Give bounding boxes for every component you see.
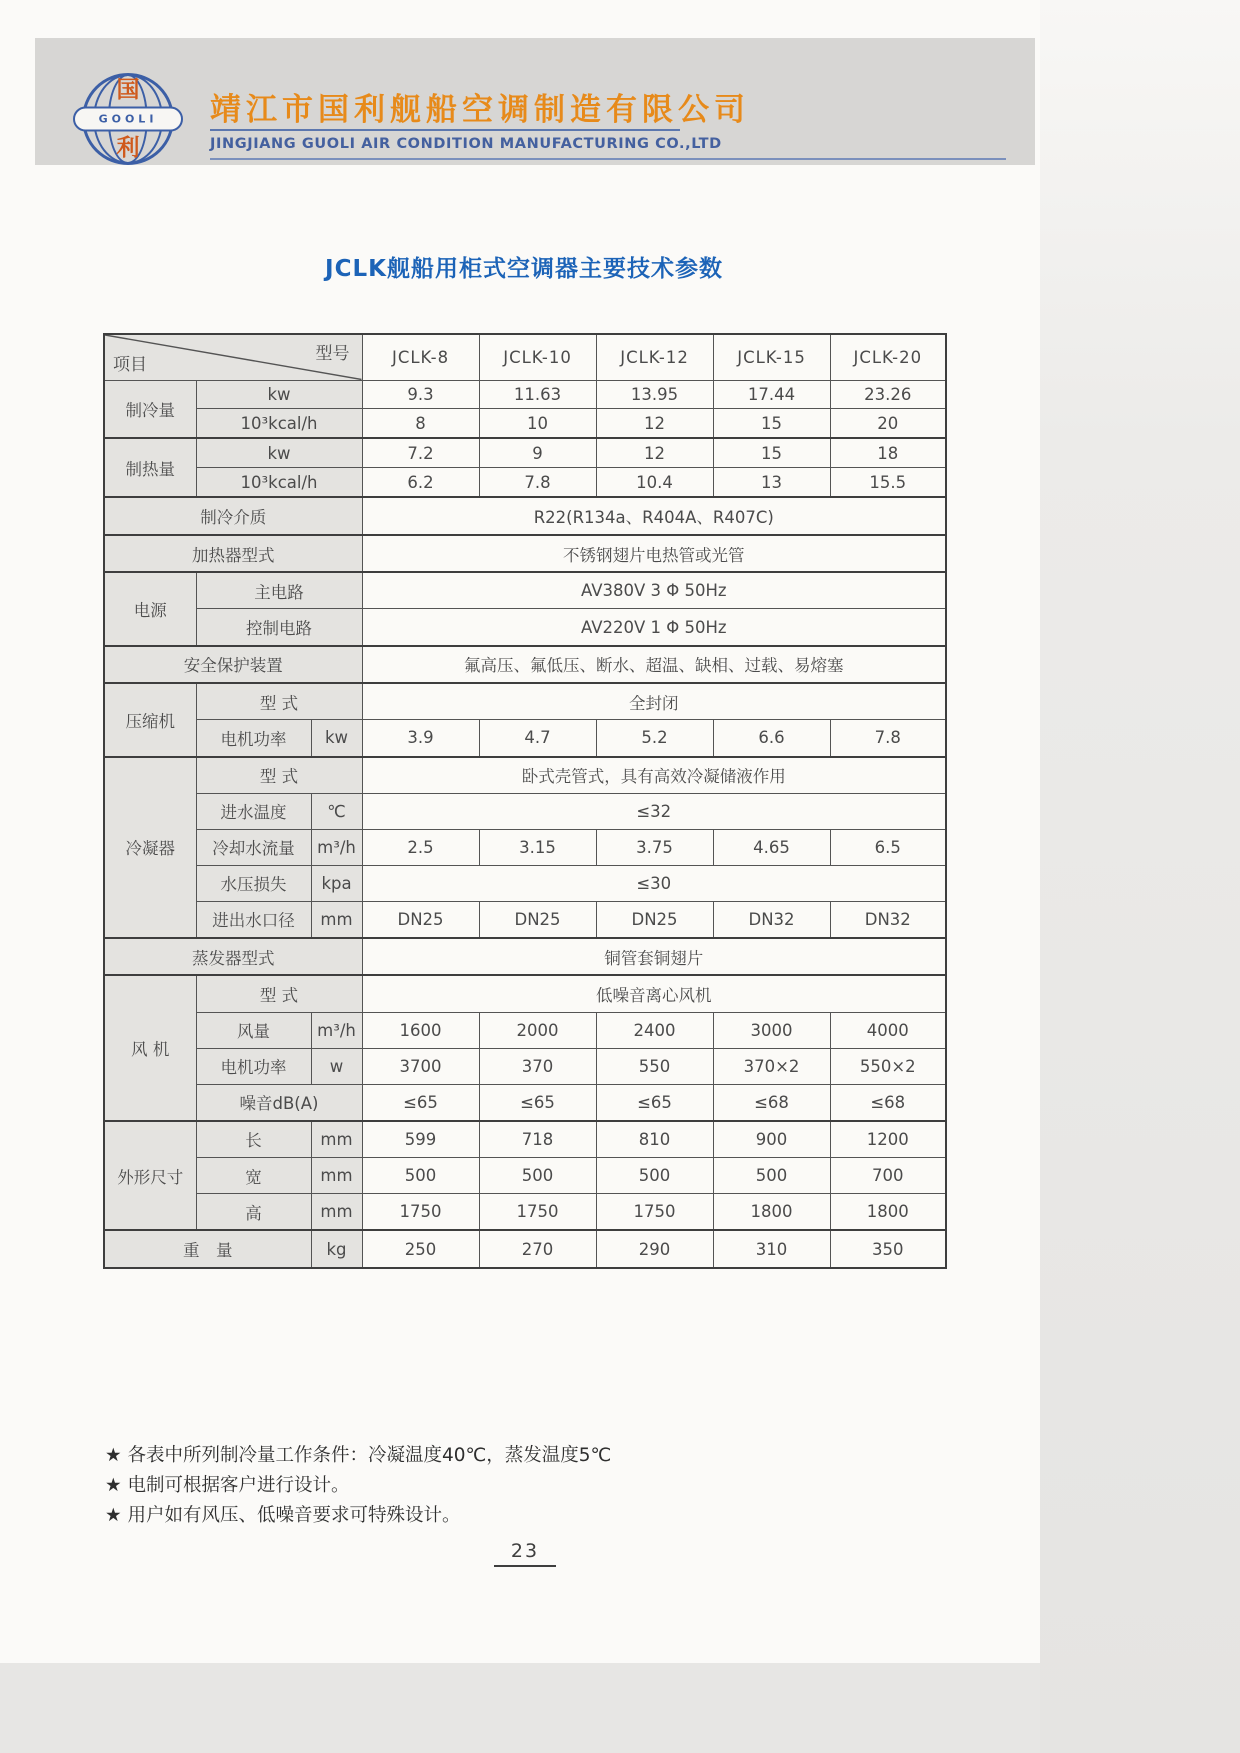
spec-label-cell: 电源 [104, 572, 196, 645]
spec-value-cell: 4.7 [479, 720, 596, 757]
spec-value-cell: 810 [596, 1121, 713, 1158]
spec-value-cell: 2400 [596, 1012, 713, 1048]
corner-item-label: 项目 [113, 354, 147, 375]
spec-label-cell: kw [196, 438, 362, 468]
spec-value-cell: 不锈钢翅片电热管或光管 [362, 535, 946, 572]
spec-label-cell: 电机功率 [196, 1048, 311, 1084]
spec-label-cell: ℃ [311, 793, 362, 829]
table-row [104, 497, 946, 534]
spec-label-cell: 冷却水流量 [196, 829, 311, 865]
table-row [104, 757, 946, 794]
spec-label-cell: 型 式 [196, 757, 362, 794]
table-row [104, 409, 946, 439]
table-row [104, 938, 946, 975]
company-logo [82, 73, 174, 165]
spec-label-cell: 制冷量 [104, 380, 196, 438]
spec-value-cell: 2.5 [362, 829, 479, 865]
table-row [104, 793, 946, 829]
spec-value-cell: 370 [479, 1048, 596, 1084]
spec-value-cell: 15 [713, 409, 830, 439]
model-header: JCLK-15 [713, 334, 830, 380]
spec-value-cell: 5.2 [596, 720, 713, 757]
spec-value-cell: DN25 [596, 901, 713, 938]
table-row [104, 646, 946, 683]
spec-label-cell: 型 式 [196, 683, 362, 720]
spec-value-cell: 3000 [713, 1012, 830, 1048]
spec-label-cell: 10³kcal/h [196, 409, 362, 439]
note-line: ★ 电制可根据客户进行设计。 [105, 1475, 350, 1496]
spec-label-cell: 冷凝器 [104, 757, 196, 938]
spec-value-cell: 8 [362, 409, 479, 439]
table-row [104, 683, 946, 720]
spec-value-cell: 500 [479, 1158, 596, 1194]
table-row [104, 438, 946, 468]
spec-value-cell: 250 [362, 1230, 479, 1268]
note-line: ★ 用户如有风压、低噪音要求可特殊设计。 [105, 1505, 461, 1526]
spec-label-cell: kg [311, 1230, 362, 1268]
scan-right-margin [1040, 0, 1240, 1753]
spec-label-cell: mm [311, 901, 362, 938]
spec-value-cell: 12 [596, 409, 713, 439]
spec-value-cell: 6.2 [362, 468, 479, 498]
spec-value-cell: 6.6 [713, 720, 830, 757]
spec-value-cell: 15 [713, 438, 830, 468]
spec-value-cell: 1750 [479, 1194, 596, 1231]
spec-value-cell: 270 [479, 1230, 596, 1268]
spec-value-cell: AV380V 3 Φ 50Hz [362, 572, 946, 609]
table-row [104, 468, 946, 498]
footnotes [105, 1441, 945, 1531]
spec-value-cell: ≤65 [479, 1084, 596, 1121]
spec-label-cell: 水压损失 [196, 865, 311, 901]
spec-label-cell: 制冷介质 [104, 497, 362, 534]
spec-value-cell: 9 [479, 438, 596, 468]
spec-value-cell: 550 [596, 1048, 713, 1084]
spec-value-cell: 7.8 [830, 720, 946, 757]
spec-value-cell: 全封闭 [362, 683, 946, 720]
spec-value-cell: ≤65 [362, 1084, 479, 1121]
spec-value-cell: 350 [830, 1230, 946, 1268]
table-row [104, 975, 946, 1012]
table-row [104, 1012, 946, 1048]
spec-label-cell: m³/h [311, 829, 362, 865]
table-row [104, 1230, 946, 1268]
spec-label-cell: 高 [196, 1194, 311, 1231]
spec-label-cell: w [311, 1048, 362, 1084]
spec-label-cell: 型 式 [196, 975, 362, 1012]
table-row [104, 609, 946, 646]
header-rule-top [210, 129, 680, 131]
table-header-row [104, 334, 946, 380]
spec-label-cell: 长 [196, 1121, 311, 1158]
spec-value-cell: 500 [713, 1158, 830, 1194]
spec-value-cell: 3.75 [596, 829, 713, 865]
spec-label-cell: m³/h [311, 1012, 362, 1048]
model-header: JCLK-10 [479, 334, 596, 380]
spec-label-cell: 宽 [196, 1158, 311, 1194]
spec-value-cell: DN25 [479, 901, 596, 938]
page-number: 23 [494, 1540, 556, 1567]
spec-label-cell: 噪音dB(A) [196, 1084, 362, 1121]
model-header: JCLK-8 [362, 334, 479, 380]
spec-value-cell: 20 [830, 409, 946, 439]
table-row [104, 1121, 946, 1158]
spec-value-cell: 1750 [596, 1194, 713, 1231]
spec-value-cell: 10.4 [596, 468, 713, 498]
spec-label-cell: 主电路 [196, 572, 362, 609]
spec-value-cell: 13 [713, 468, 830, 498]
spec-value-cell: ≤30 [362, 865, 946, 901]
spec-table-body [104, 380, 946, 1268]
spec-value-cell: 1750 [362, 1194, 479, 1231]
spec-value-cell: 低噪音离心风机 [362, 975, 946, 1012]
spec-value-cell: 12 [596, 438, 713, 468]
logo-char-bottom: 利 [116, 135, 140, 161]
spec-value-cell: 500 [362, 1158, 479, 1194]
spec-value-cell: 13.95 [596, 380, 713, 409]
spec-label-cell: 10³kcal/h [196, 468, 362, 498]
spec-table [103, 333, 947, 1269]
logo-char-top: 国 [116, 77, 140, 103]
note-line: ★ 各表中所列制冷量工作条件：冷凝温度40℃，蒸发温度5℃ [105, 1445, 612, 1466]
spec-value-cell: 370×2 [713, 1048, 830, 1084]
spec-value-cell: ≤32 [362, 793, 946, 829]
spec-value-cell: 4000 [830, 1012, 946, 1048]
company-name-en: JINGJIANG GUOLI AIR CONDITION MANUFACTURING CO.,LTD [210, 136, 722, 152]
spec-value-cell: 700 [830, 1158, 946, 1194]
spec-label-cell: 外形尺寸 [104, 1121, 196, 1230]
spec-value-cell: 1200 [830, 1121, 946, 1158]
spec-value-cell: 290 [596, 1230, 713, 1268]
spec-value-cell: 2000 [479, 1012, 596, 1048]
spec-value-cell: 718 [479, 1121, 596, 1158]
spec-label-cell: mm [311, 1194, 362, 1231]
table-row [104, 1084, 946, 1121]
table-row [104, 1048, 946, 1084]
model-header: JCLK-20 [830, 334, 946, 380]
table-row [104, 572, 946, 609]
company-name-cn: 靖江市国利舰船空调制造有限公司 [210, 92, 750, 128]
spec-value-cell: R22(R134a、R404A、R407C) [362, 497, 946, 534]
spec-value-cell: ≤68 [830, 1084, 946, 1121]
spec-value-cell: ≤68 [713, 1084, 830, 1121]
spec-label-cell: 进出水口径 [196, 901, 311, 938]
spec-value-cell: ≤65 [596, 1084, 713, 1121]
spec-label-cell: 风量 [196, 1012, 311, 1048]
spec-label-cell: 控制电路 [196, 609, 362, 646]
table-row [104, 1194, 946, 1231]
spec-value-cell: DN25 [362, 901, 479, 938]
spec-value-cell: 1800 [830, 1194, 946, 1231]
spec-value-cell: 4.65 [713, 829, 830, 865]
spec-value-cell: 23.26 [830, 380, 946, 409]
spec-value-cell: 3700 [362, 1048, 479, 1084]
table-row [104, 829, 946, 865]
spec-value-cell: 17.44 [713, 380, 830, 409]
logo-band: GOOLI [73, 107, 183, 132]
spec-label-cell: 蒸发器型式 [104, 938, 362, 975]
page-title: JCLK舰船用柜式空调器主要技术参数 [325, 256, 723, 282]
spec-value-cell: 18 [830, 438, 946, 468]
spec-value-cell: DN32 [713, 901, 830, 938]
spec-value-cell: 10 [479, 409, 596, 439]
spec-value-cell: AV220V 1 Φ 50Hz [362, 609, 946, 646]
table-row [104, 535, 946, 572]
spec-value-cell: 7.8 [479, 468, 596, 498]
spec-label-cell: kw [196, 380, 362, 409]
spec-label-cell: 压缩机 [104, 683, 196, 756]
spec-value-cell: 500 [596, 1158, 713, 1194]
spec-value-cell: 3.9 [362, 720, 479, 757]
spec-label-cell: kpa [311, 865, 362, 901]
spec-label-cell: kw [311, 720, 362, 757]
spec-value-cell: 1600 [362, 1012, 479, 1048]
spec-label-cell: mm [311, 1158, 362, 1194]
spec-value-cell: 15.5 [830, 468, 946, 498]
spec-label-cell: mm [311, 1121, 362, 1158]
spec-value-cell: 卧式壳管式，具有高效冷凝储液作用 [362, 757, 946, 794]
spec-label-cell: 加热器型式 [104, 535, 362, 572]
spec-value-cell: 550×2 [830, 1048, 946, 1084]
spec-value-cell: 氟高压、氟低压、断水、超温、缺相、过载、易熔塞 [362, 646, 946, 683]
spec-value-cell: 6.5 [830, 829, 946, 865]
spec-value-cell: DN32 [830, 901, 946, 938]
spec-value-cell: 7.2 [362, 438, 479, 468]
spec-label-cell: 风 机 [104, 975, 196, 1120]
spec-label-cell: 安全保护装置 [104, 646, 362, 683]
spec-value-cell: 3.15 [479, 829, 596, 865]
spec-value-cell: 599 [362, 1121, 479, 1158]
spec-value-cell: 9.3 [362, 380, 479, 409]
header-rule-bottom [210, 158, 1006, 160]
spec-value-cell: 11.63 [479, 380, 596, 409]
table-row [104, 865, 946, 901]
table-row [104, 1158, 946, 1194]
scan-bottom-margin [0, 1663, 1040, 1753]
corner-cell [104, 334, 362, 380]
spec-value-cell: 铜管套铜翅片 [362, 938, 946, 975]
table-row [104, 720, 946, 757]
table-row [104, 380, 946, 409]
spec-label-cell: 重 量 [104, 1230, 311, 1268]
table-row [104, 901, 946, 938]
spec-value-cell: 1800 [713, 1194, 830, 1231]
spec-label-cell: 进水温度 [196, 793, 311, 829]
spec-value-cell: 310 [713, 1230, 830, 1268]
spec-label-cell: 制热量 [104, 438, 196, 497]
corner-model-label: 型号 [315, 344, 350, 364]
spec-value-cell: 900 [713, 1121, 830, 1158]
model-header: JCLK-12 [596, 334, 713, 380]
spec-label-cell: 电机功率 [196, 720, 311, 757]
